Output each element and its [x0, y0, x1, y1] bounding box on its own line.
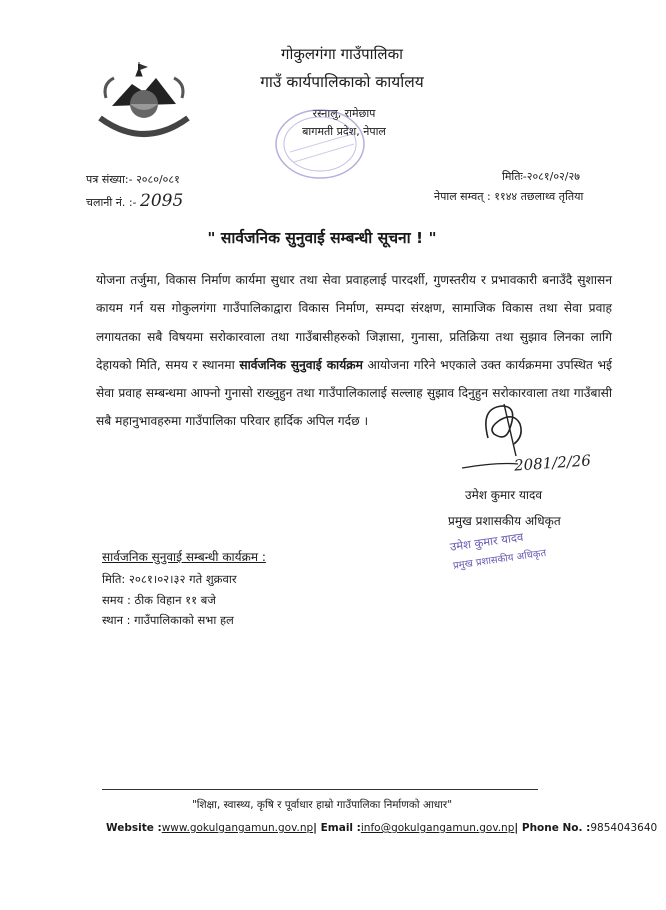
signature-date: 2081/2/26 — [513, 451, 592, 475]
program-date: मिति: २०८१।०२।३२ गते शुक्रवार — [102, 572, 237, 586]
dispatch-number-label: चलानी नं. :- — [86, 196, 137, 209]
phone-number: 9854043640 — [590, 822, 658, 834]
office-name: गाउँ कार्यपालिकाको कार्यालय — [260, 73, 424, 91]
email-link[interactable]: info@gokulgangamun.gov.np — [360, 822, 515, 834]
footer-contact — [106, 822, 657, 834]
footer-slogan: "शिक्षा, स्वास्थ्य, कृषि र पूर्वाधार हाम्रो गाउँपालिका निर्माणको आधार" — [191, 799, 453, 811]
footer-divider — [102, 789, 538, 790]
notice-title: " सार्वजनिक सुनुवाई सम्बन्धी सूचना ! " — [207, 229, 437, 247]
office-province: बागमती प्रदेश, नेपाल — [302, 125, 386, 138]
notice-body-text-1: योजना तर्जुमा, विकास निर्माण कार्यमा सुधार तथा सेवा प्रवाहलाई पारदर्शी, गुणस्तरीय र प्रभावकारी बनाउँदै सुशासन कायम गर्न यस गोकुलगंगा गाउँपालिकाद्वारा विकास निर्माण, सम्पदा संरक्षण, सामाजिक विकास तथा सेवा प्रवाह लगायतका सबै विषयमा सरोकारवाला तथा गाउँबासीहरुको जिज्ञासा, गुनासा, प्रतिक्रिया तथा सुझाव लिनका लागि देहायको मिति, समय र स्थानमा — [96, 273, 612, 372]
program-place: स्थान : गाउँपालिकाको सभा हल — [102, 613, 234, 627]
municipality-name: गोकुलगंगा गाउँपालिका — [281, 45, 403, 63]
name-stamp-line2: प्रमुख प्रशासकीय अधिकृत — [452, 547, 547, 572]
notice-body-bold: सार्वजनिक सुनुवाई कार्यक्रम — [239, 357, 363, 372]
website-link[interactable]: www.gokulgangamun.gov.np — [161, 822, 314, 834]
office-stamp-icon — [268, 104, 372, 184]
website-label: Website : — [106, 822, 162, 834]
email-label: | Email : — [313, 822, 361, 834]
dispatch-number-value: 2095 — [140, 191, 184, 211]
nepal-samvat-date: नेपाल सम्वत् : ११४४ तछलाथ्व तृतिया — [434, 190, 584, 203]
signatory-name: उमेश कुमार यादव — [465, 488, 543, 502]
signatory-title: प्रमुख प्रशासकीय अधिकृत — [448, 514, 561, 528]
program-time: समय : ठीक विहान ११ बजे — [102, 593, 216, 607]
office-location: रस्नालु, रामेछाप — [312, 107, 376, 120]
phone-label: | Phone No. : — [514, 822, 591, 834]
name-stamp-line1: उमेश कुमार यादव — [449, 529, 525, 554]
letter-date: मितिः-२०८१/०२/२७ — [502, 170, 580, 183]
notice-body-text-2: आयोजना गरिने भएकाले उक्त कार्यक्रममा उपस्थित भई सेवा प्रवाह सम्बन्धमा आफ्नो गुनासो राख्नुहुन तथा गाउँपालिकालाई सल्लाह सुझाव दिनुहुन सरोकारवाला तथा गाउँबासी सबै महानुभावहरुमा गाउँपालिका परिवार हार्दिक अपिल गर्दछ । — [96, 357, 613, 429]
letter-number: पत्र संख्या:- २०८०/०८१ — [86, 173, 180, 186]
dispatch-number-row — [86, 191, 183, 211]
program-heading: सार्वजनिक सुनुवाई सम्बन्धी कार्यक्रम : — [102, 550, 266, 564]
